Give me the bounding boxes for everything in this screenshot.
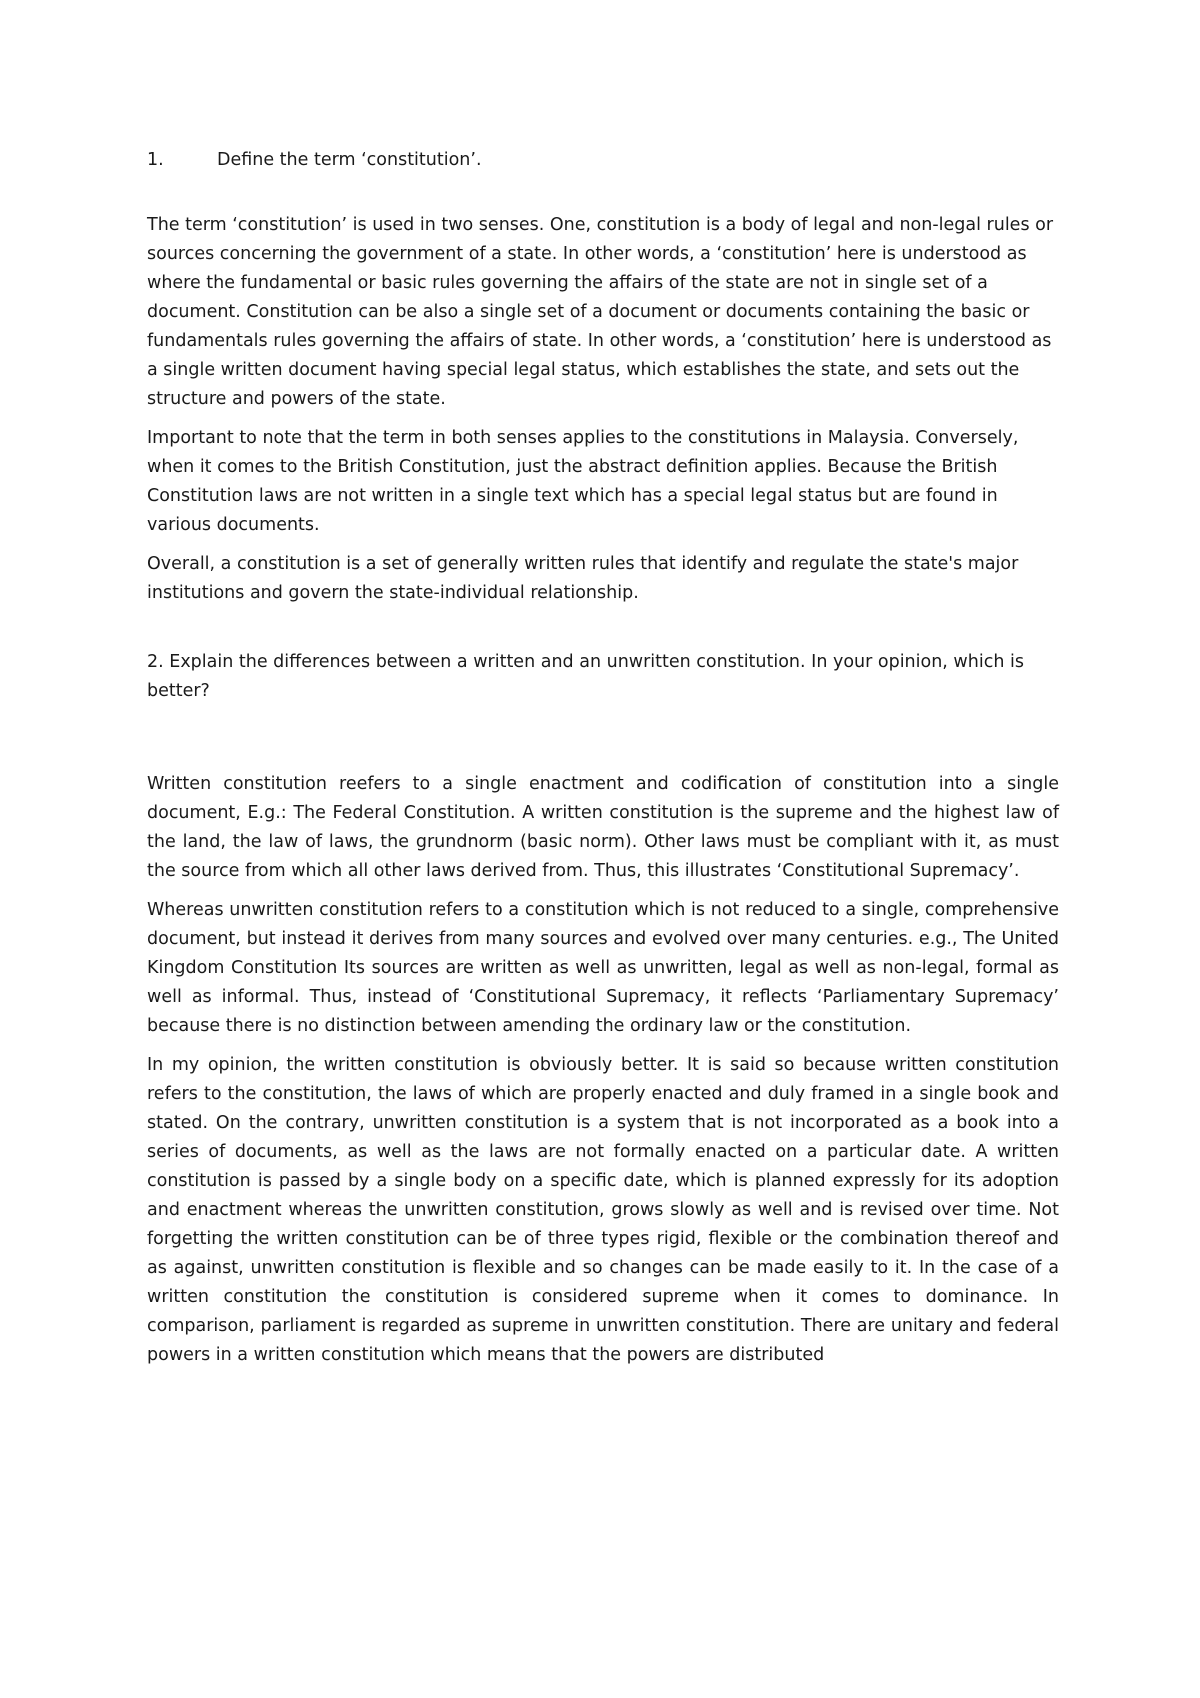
q1-paragraph-3: Overall, a constitution is a set of generally written rules that identify and regulate the state's major institutions and govern the state-individual relationship. (147, 554, 1019, 603)
question-1-title: Define the term ‘constitution’. (217, 150, 482, 170)
question-2-title: 2. Explain the differences between a written and an unwritten constitution. In your opinion, which is better? (147, 652, 1024, 701)
q2-paragraph-3: In my opinion, the written constitution is obviously better. It is said so because written constitution refers to the constitution, the laws of which are properly enacted and duly framed in a single book and stated. On the contrary, unwritten constitution is a system that is not incorporated as a book into a series of documents, as well as the laws are not formally enacted on a particular date. A written constitution is passed by a single body on a specific date, which is planned expressly for its adoption and enactment whereas the unwritten constitution, grows slowly as well and is revised over time. Not forgetting the written constitution can be of three types rigid, flexible or the combination thereof and as against, unwritten constitution is flexible and so changes can be made easily to it. In the case of a written constitution the constitution is considered supreme when it comes to dominance. In comparison, parliament is regarded as supreme in unwritten constitution. There are unitary and federal powers in a written constitution which means that the powers are distributed (147, 1055, 1059, 1365)
question-1-number: 1. (147, 150, 164, 170)
q2-paragraph-2: Whereas unwritten constitution refers to a constitution which is not reduced to a single, comprehensive document, but instead it derives from many sources and evolved over many centuries. e.g., The United Kingdom Constitution Its sources are written as well as unwritten, legal as well as non-legal, formal as well as informal. Thus, instead of ‘Constitutional Supremacy, it reflects ‘Parliamentary Supremacy’ because there is no distinction between amending the ordinary law or the constitution. (147, 900, 1059, 1036)
q1-paragraph-1: The term ‘constitution’ is used in two senses. One, constitution is a body of legal and non-legal rules or sources concerning the government of a state. In other words, a ‘constitution’ here is understood as where the fundamental or basic rules governing the affairs of the state are not in single set of a document. Constitution can be also a single set of a document or documents containing the basic or fundamentals rules governing the affairs of state. In other words, a ‘constitution’ here is understood as a single written document having special legal status, which establishes the state, and sets out the structure and powers of the state. (147, 215, 1054, 409)
question-1-heading (147, 146, 1059, 175)
q2-paragraph-1: Written constitution reefers to a single enactment and codification of constitution into a single document, E.g.: The Federal Constitution. A written constitution is the supreme and the highest law of the land, the law of laws, the grundnorm (basic norm). Other laws must be compliant with it, as must the source from which all other laws derived from. Thus, this illustrates ‘Constitutional Supremacy’. (147, 774, 1059, 881)
q1-paragraph-2: Important to note that the term in both senses applies to the constitutions in Malaysia. Conversely, when it comes to the British Constitution, just the abstract definition applies. Because the British Constitution laws are not written in a single text which has a special legal status but are found in various documents. (147, 428, 1019, 535)
document-body (147, 146, 1059, 1380)
question-2-heading (147, 648, 1059, 706)
